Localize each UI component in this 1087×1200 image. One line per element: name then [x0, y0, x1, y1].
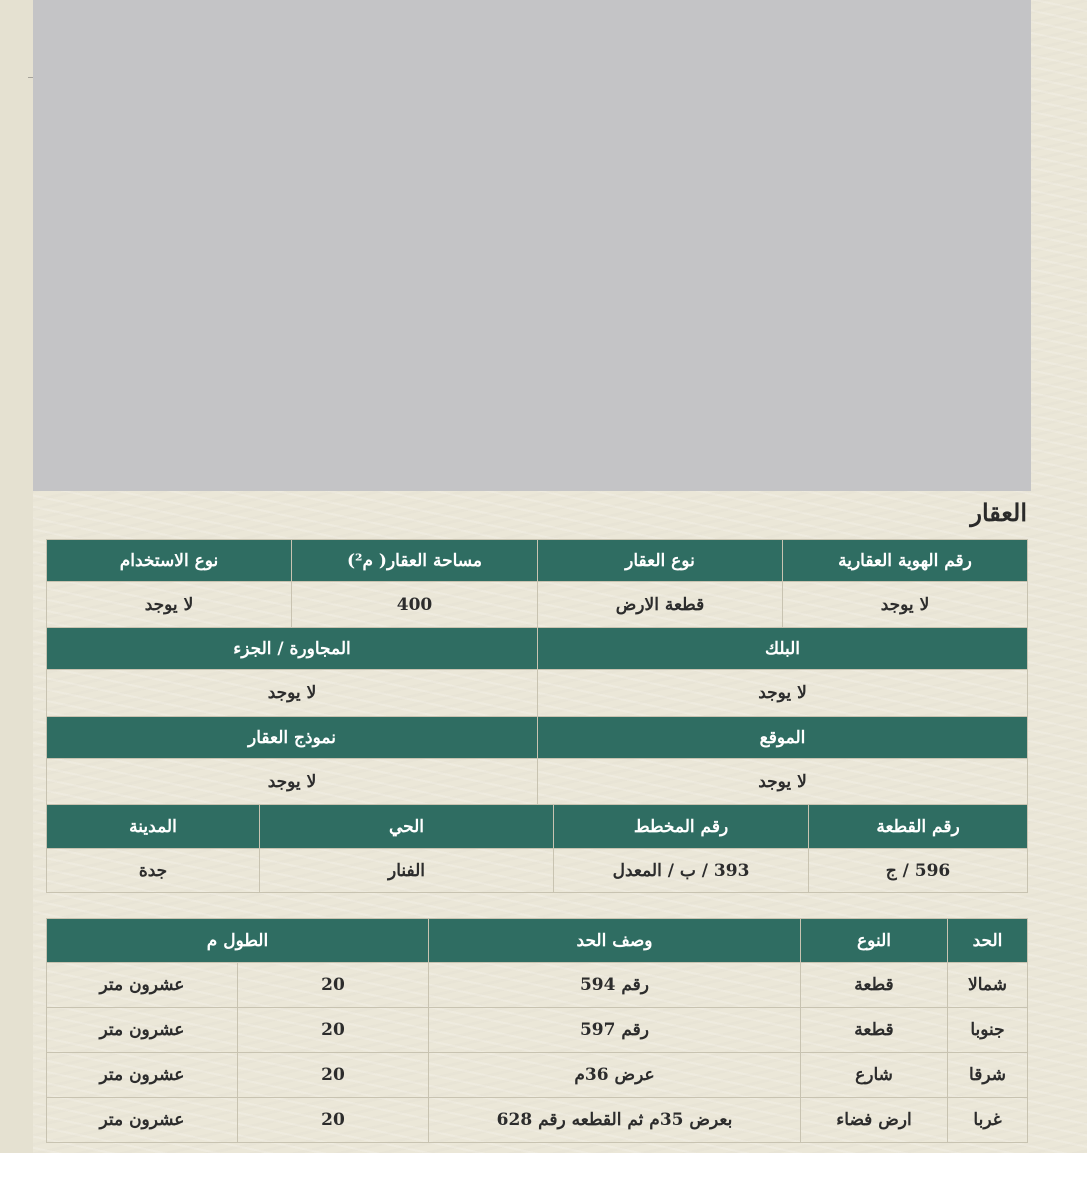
value-neighborhood-part: لا يوجد	[47, 670, 538, 717]
boundary-length-text: عشرون متر	[47, 1098, 238, 1143]
page-edge-strip	[0, 0, 33, 1153]
value-property-area: 400	[292, 582, 538, 628]
header-length: الطول م	[47, 919, 429, 963]
boundary-description: بعرض 35م ثم القطعه رقم 628	[429, 1098, 801, 1143]
header-neighborhood-part: المجاورة / الجزء	[47, 628, 538, 670]
boundary-length-text: عشرون متر	[47, 963, 238, 1008]
value-plan-number: 393 / ب / المعدل	[554, 849, 809, 893]
boundary-side: شمالا	[948, 963, 1028, 1008]
header-property-id: رقم الهوية العقارية	[783, 540, 1028, 582]
value-usage-type: لا يوجد	[47, 582, 292, 628]
boundary-length: 20	[238, 1008, 429, 1053]
property-table-row2	[46, 627, 1028, 717]
header-boundary-type: النوع	[801, 919, 948, 963]
boundary-side: غربا	[948, 1098, 1028, 1143]
header-plan-number: رقم المخطط	[554, 805, 809, 849]
header-boundary-description: وصف الحد	[429, 919, 801, 963]
property-table-row3	[46, 716, 1028, 805]
header-city: المدينة	[47, 805, 260, 849]
boundary-description: عرض 36م	[429, 1053, 801, 1098]
value-property-model: لا يوجد	[47, 759, 538, 805]
table-row	[47, 1053, 1028, 1098]
header-plot-number: رقم القطعة	[809, 805, 1028, 849]
redacted-area	[33, 0, 1031, 491]
value-property-id: لا يوجد	[783, 582, 1028, 628]
boundary-description: رقم 597	[429, 1008, 801, 1053]
boundary-type: شارع	[801, 1053, 948, 1098]
boundary-length-text: عشرون متر	[47, 1008, 238, 1053]
header-boundary: الحد	[948, 919, 1028, 963]
value-location: لا يوجد	[538, 759, 1028, 805]
boundary-side: جنوبا	[948, 1008, 1028, 1053]
value-plot-number: 596 / ج	[809, 849, 1028, 893]
boundary-type: ارض فضاء	[801, 1098, 948, 1143]
boundary-type: قطعة	[801, 963, 948, 1008]
table-row	[47, 1008, 1028, 1053]
boundary-length: 20	[238, 963, 429, 1008]
table-row	[47, 963, 1028, 1008]
boundary-length: 20	[238, 1098, 429, 1143]
header-district: الحي	[260, 805, 554, 849]
property-table-row4	[46, 804, 1028, 893]
value-block: لا يوجد	[538, 670, 1028, 717]
property-table-row1	[46, 539, 1028, 628]
table-row	[47, 1098, 1028, 1143]
boundaries-table	[46, 918, 1028, 1143]
value-district: الفنار	[260, 849, 554, 893]
header-property-type: نوع العقار	[538, 540, 783, 582]
boundary-type: قطعة	[801, 1008, 948, 1053]
header-location: الموقع	[538, 717, 1028, 759]
header-block: البلك	[538, 628, 1028, 670]
header-usage-type: نوع الاستخدام	[47, 540, 292, 582]
boundary-side: شرقا	[948, 1053, 1028, 1098]
header-property-model: نموذج العقار	[47, 717, 538, 759]
value-property-type: قطعة الارض	[538, 582, 783, 628]
value-city: جدة	[47, 849, 260, 893]
boundary-description: رقم 594	[429, 963, 801, 1008]
header-property-area: مساحة العقار( م²)	[292, 540, 538, 582]
section-title: العقار	[970, 498, 1027, 527]
boundary-length-text: عشرون متر	[47, 1053, 238, 1098]
boundary-length: 20	[238, 1053, 429, 1098]
